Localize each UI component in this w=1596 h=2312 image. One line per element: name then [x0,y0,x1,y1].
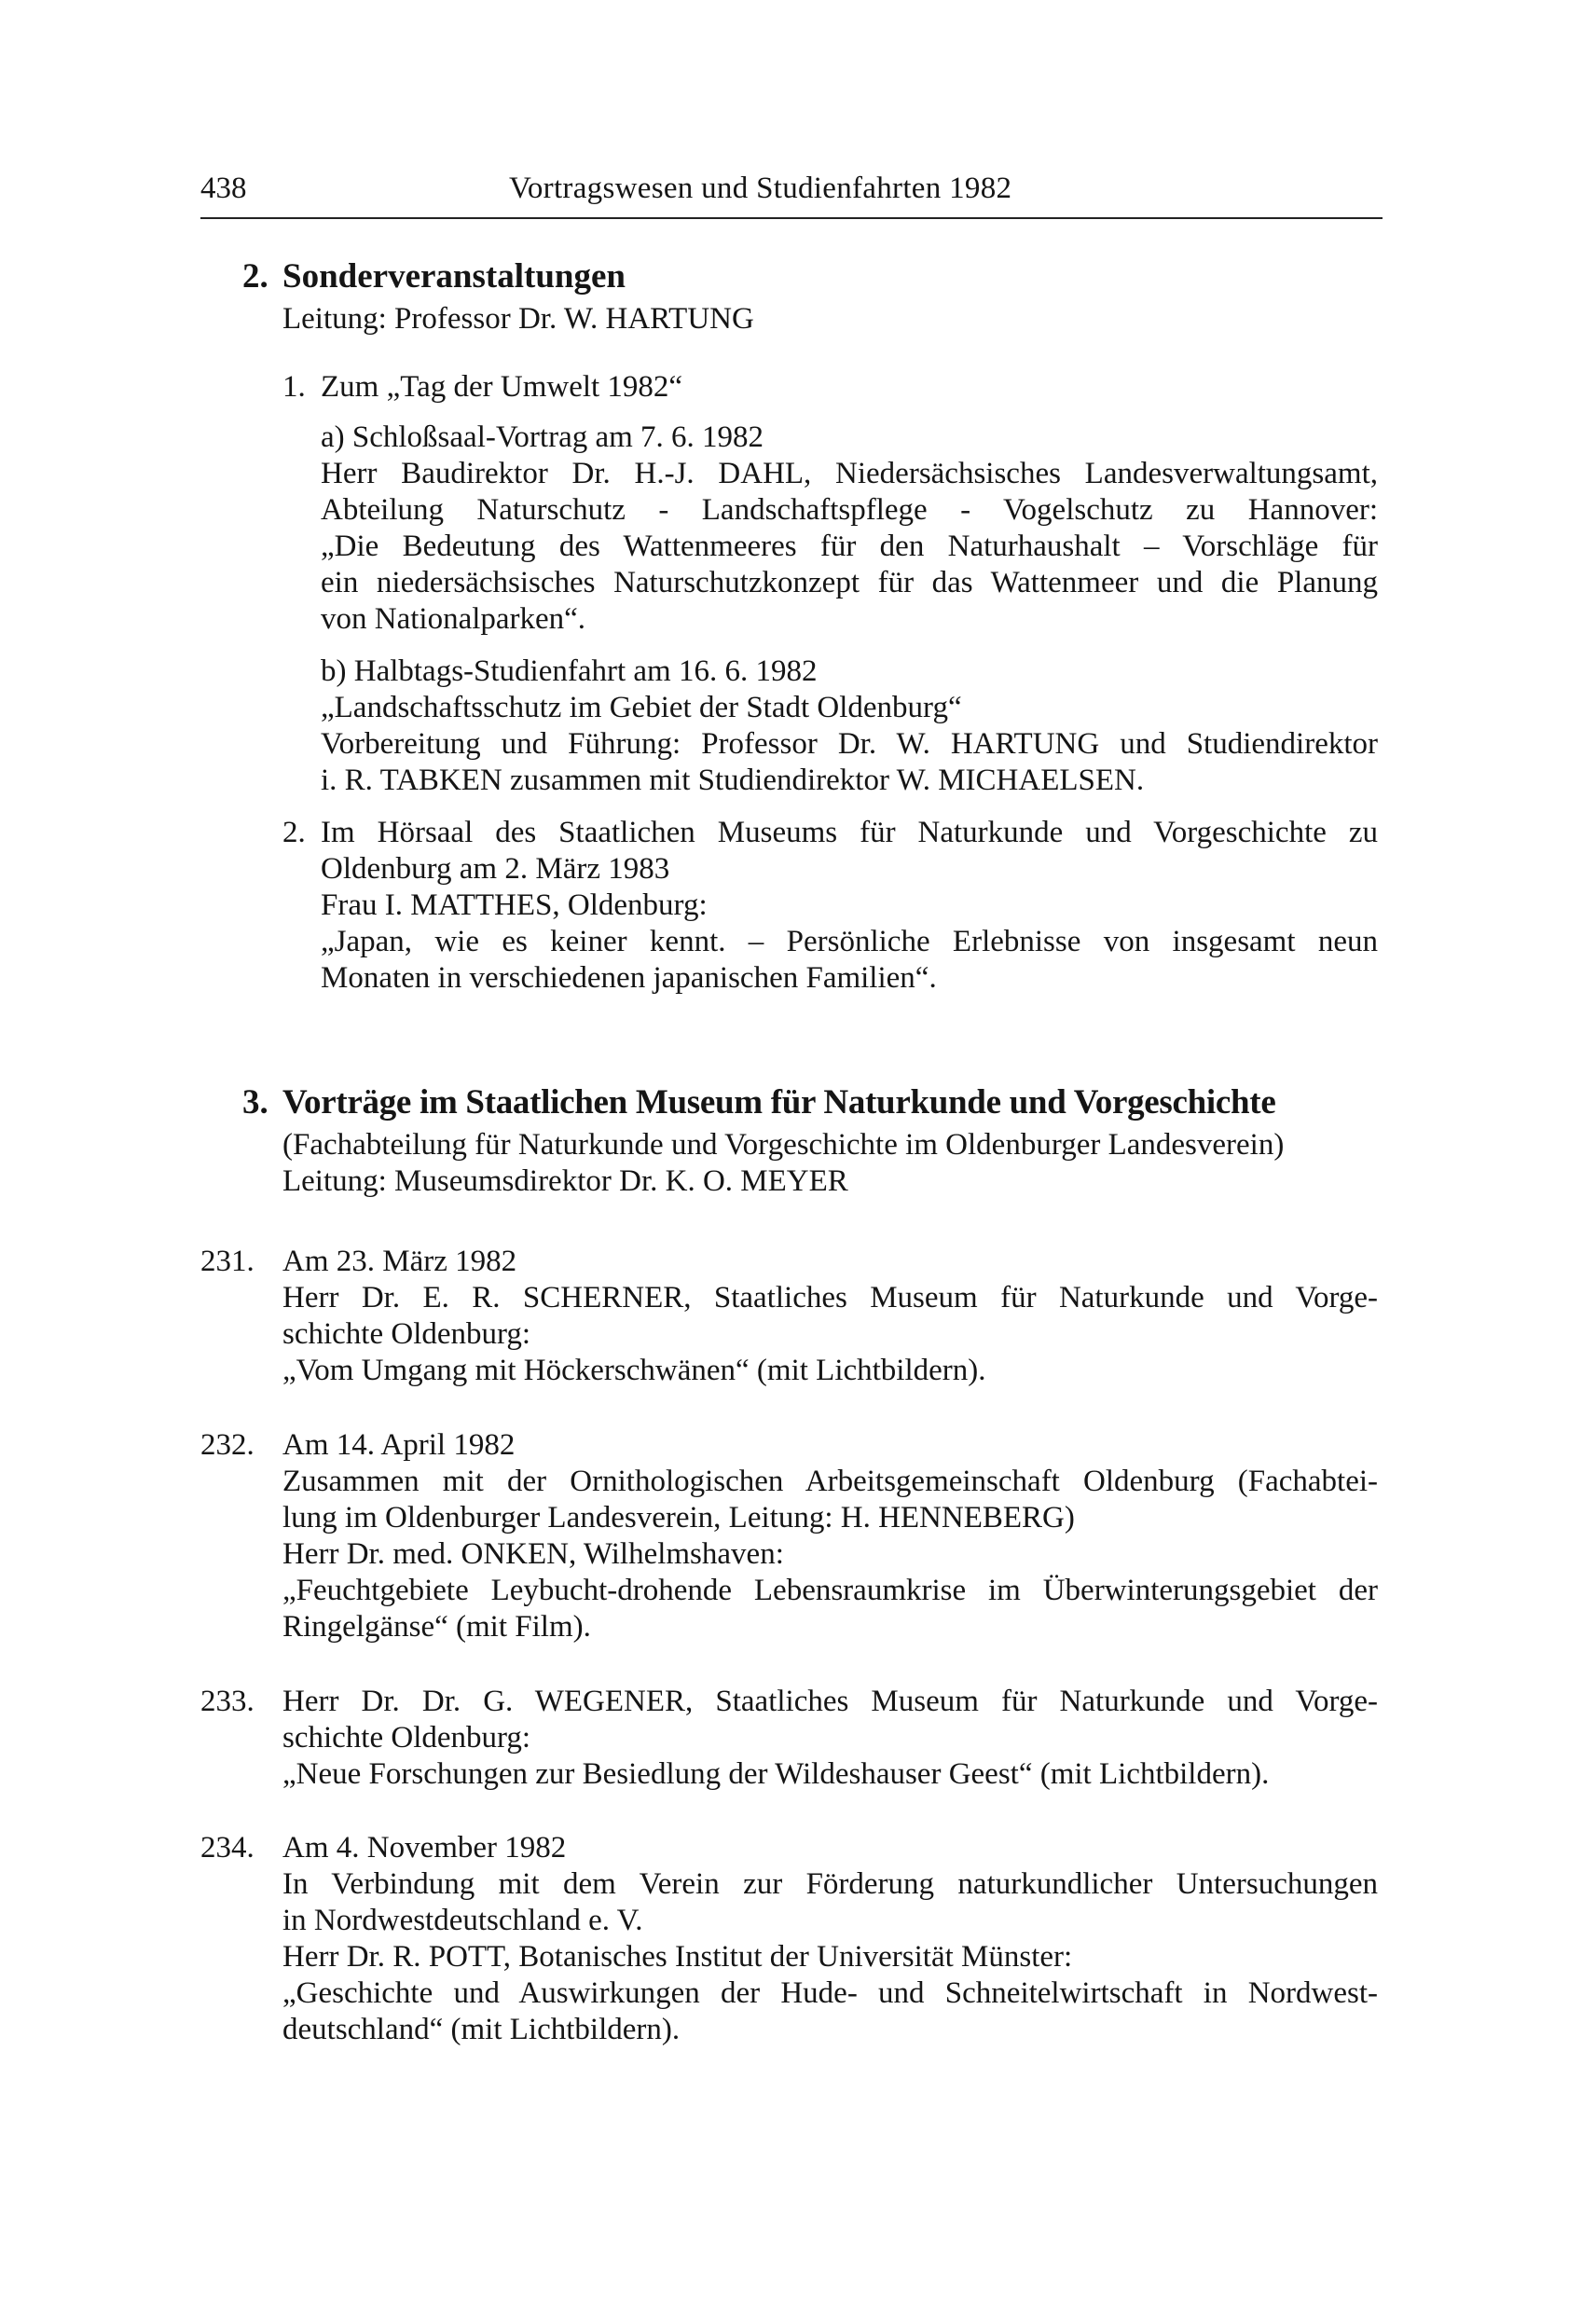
entry-line: Am 14. April 1982 [282,1428,516,1462]
subitem-line: b) Halbtags-Studienfahrt am 16. 6. 1982 [321,654,818,688]
subitem-line: „Landschaftsschutz im Gebiet der Stadt Oldenburg“ [321,691,962,724]
entry-line: deutschland“ (mit Lichtbildern). [282,2013,681,2046]
item-line: Monaten in verschiedenen japanischen Familien“. [321,961,937,995]
subitem-line: i. R. TABKEN zusammen mit Studiendirektor W. MICHAELSEN. [321,764,1145,797]
header-rule [200,217,1383,219]
entry-line: Am 23. März 1982 [282,1245,517,1278]
item-number: 1. [282,370,306,404]
section-subtitle: (Fachabteilung für Naturkunde und Vorgeschichte im Oldenburger Landesverein) [282,1128,1285,1162]
item-line: Frau I. MATTHES, Oldenburg: [321,888,708,922]
subitem-line: Vorbereitung und Führung: Professor Dr. W. HARTUNG und Studiendirektor [321,727,1378,761]
entry-line: In Verbindung mit dem Verein zur Förderung naturkundlicher Untersuchungen [282,1867,1378,1901]
section-heading: Vorträge im Staatlichen Museum für Naturkunde und Vorgeschichte [282,1083,1276,1122]
entry-line: Herr Dr. med. ONKEN, Wilhelmshaven: [282,1537,784,1571]
entry-number: 231. [200,1245,255,1278]
entry-line: Herr Dr. Dr. G. WEGENER, Staatliches Museum für Naturkunde und Vorge- [282,1685,1378,1718]
item-number: 2. [282,816,306,849]
entry-line: schichte Oldenburg: [282,1317,531,1351]
entry-line: „Geschichte und Auswirkungen der Hude- und Schneitelwirtschaft in Nordwest- [282,1976,1378,2010]
entry-number: 232. [200,1428,255,1462]
entry-line: Herr Dr. R. POTT, Botanisches Institut der Universität Münster: [282,1940,1073,1974]
subitem-line: Herr Baudirektor Dr. H.-J. DAHL, Niedersächsisches Landesverwaltungsamt, [321,457,1378,490]
item-title: Zum „Tag der Umwelt 1982“ [321,370,683,404]
subitem-line: ein niedersächsisches Naturschutzkonzept für das Wattenmeer und die Planung [321,566,1378,599]
page-number: 438 [200,172,247,205]
entry-number: 233. [200,1685,255,1718]
section-heading: Sonderveranstaltungen [282,257,626,296]
entry-line: lung im Oldenburger Landesverein, Leitung: H. HENNEBERG) [282,1501,1075,1534]
section-leader: Leitung: Professor Dr. W. HARTUNG [282,302,754,336]
section-number: 3. [242,1083,268,1122]
entry-line: „Vom Umgang mit Höckerschwänen“ (mit Lichtbildern). [282,1354,986,1387]
subitem-line: von Nationalparken“. [321,602,586,636]
subitem-line: Abteilung Naturschutz - Landschaftspflege - Vogelschutz zu Hannover: [321,493,1378,527]
item-line: „Japan, wie es keiner kennt. – Persönliche Erlebnisse von insgesamt neun [321,925,1378,958]
entry-line: in Nordwestdeutschland e. V. [282,1904,643,1937]
item-line: Oldenburg am 2. März 1983 [321,852,670,886]
entry-line: schichte Oldenburg: [282,1721,531,1755]
section-number: 2. [242,257,268,296]
item-line: Im Hörsaal des Staatlichen Museums für Naturkunde und Vorgeschichte zu [321,816,1378,849]
entry-line: Ringelgänse“ (mit Film). [282,1610,591,1644]
entry-line: „Feuchtgebiete Leybucht-drohende Lebensraumkrise im Überwinterungsgebiet der [282,1574,1378,1607]
entry-line: „Neue Forschungen zur Besiedlung der Wildeshauser Geest“ (mit Lichtbildern). [282,1757,1270,1791]
page-header [200,168,1383,209]
entry-number: 234. [200,1831,255,1865]
section-leader: Leitung: Museumsdirektor Dr. K. O. MEYER [282,1164,848,1198]
running-title: Vortragswesen und Studienfahrten 1982 [509,172,1012,205]
entry-line: Am 4. November 1982 [282,1831,567,1865]
entry-line: Zusammen mit der Ornithologischen Arbeitsgemeinschaft Oldenburg (Fachabtei- [282,1465,1378,1498]
subitem-line: a) Schloßsaal-Vortrag am 7. 6. 1982 [321,420,764,454]
entry-line: Herr Dr. E. R. SCHERNER, Staatliches Museum für Naturkunde und Vorge- [282,1281,1378,1314]
subitem-line: „Die Bedeutung des Wattenmeeres für den Naturhaushalt – Vorschläge für [321,530,1378,563]
